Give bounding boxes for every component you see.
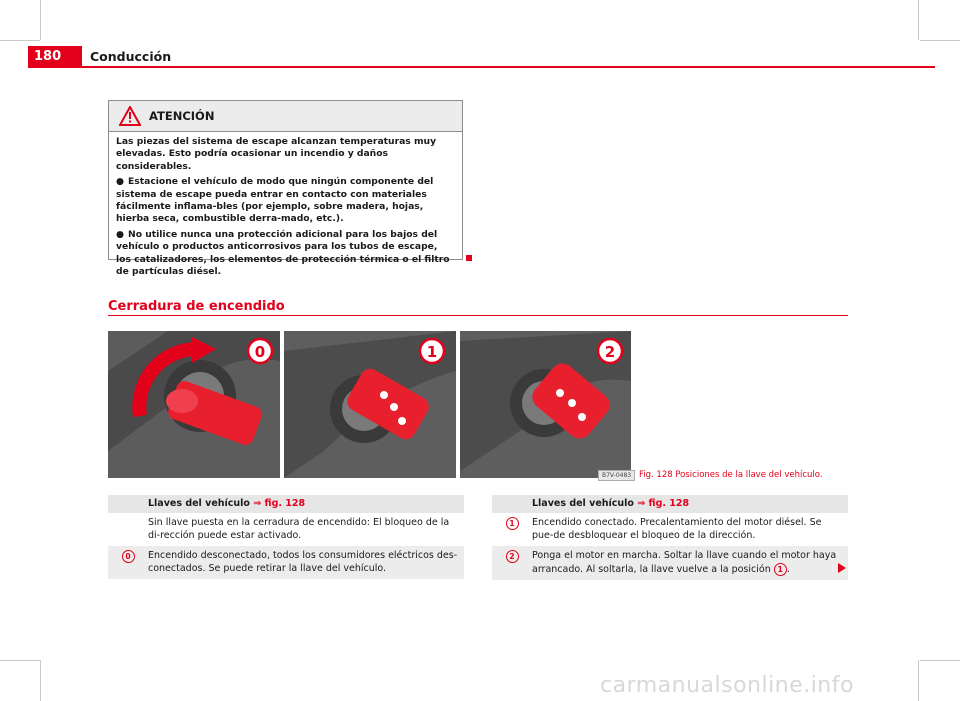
row-key <box>108 517 148 542</box>
section-rule <box>108 315 848 316</box>
table-header: Llaves del vehículo ⇒ fig. 128 <box>492 495 848 513</box>
section-title: Cerradura de encendido <box>108 299 285 314</box>
position-badge: 1 <box>506 517 519 530</box>
warning-bullet: ● No utilice nunca una protección adicional para los bajos del vehículo o productos anticorrosivos para los tubos de escape, los catalizadores, los elementos de protección térmica o el filtro de partículas diésel. <box>116 228 450 278</box>
bullet-icon: ● <box>116 228 125 240</box>
table-row <box>108 546 464 579</box>
figure-label-0 <box>248 339 272 363</box>
figure-caption: Fig. 128 Posiciones de la llave del vehículo. <box>639 470 823 480</box>
key-positions-table-left <box>108 495 464 579</box>
warning-intro: Las piezas del sistema de escape alcanzan temperaturas muy elevadas. Esto podría ocasionar un incendio y daños considerables. <box>116 136 437 172</box>
section-end-mark <box>466 255 472 261</box>
crop-mark <box>920 40 960 41</box>
row-text: Ponga el motor en marcha. Soltar la llave cuando el motor haya arrancado. Al soltarla, la llave vuelve a la posición 1 . <box>532 550 837 575</box>
position-badge: 2 <box>506 550 519 563</box>
table-row <box>492 546 848 580</box>
figure-label-2 <box>598 339 622 363</box>
figure-link[interactable]: ⇒ fig. 128 <box>637 497 690 509</box>
crop-mark <box>920 660 960 661</box>
warning-body <box>109 132 462 278</box>
svg-text:2: 2 <box>604 343 616 361</box>
warning-bullet: ● Estacione el vehículo de modo que ningún componente del sistema de escape pueda entrar en contacto con materiales fácilmente inflama-bles (por ejemplo, sobre madera, hojas, hierba seca, combustible derra-mado, etc.). <box>116 176 434 225</box>
table-row <box>108 513 464 546</box>
continue-arrow-icon <box>838 563 846 573</box>
warning-triangle-icon <box>119 106 141 126</box>
row-text: Encendido desconectado, todos los consumidores eléctricos des-conectados. Se puede retirar la llave del vehículo. <box>148 550 458 574</box>
row-key <box>108 550 148 575</box>
position-badge-inline: 1 <box>774 563 787 576</box>
figure-link[interactable]: ⇒ fig. 128 <box>253 497 306 509</box>
key-positions-table-right <box>492 495 848 580</box>
crop-mark <box>918 660 919 701</box>
crop-mark <box>918 0 919 40</box>
chapter-title: Conducción <box>90 49 172 64</box>
row-key <box>492 550 532 576</box>
table-header: Llaves del vehículo ⇒ fig. 128 <box>108 495 464 513</box>
row-text: Sin llave puesta en la cerradura de encendido: El bloqueo de la di-rección puede estar activado. <box>148 517 450 541</box>
warning-box <box>108 100 463 278</box>
row-text: Encendido conectado. Precalentamiento del motor diésel. Se pue-de desbloquear el bloqueo de la dirección. <box>532 517 822 541</box>
crop-mark <box>0 660 40 661</box>
figure-labels <box>108 331 631 478</box>
table-row <box>492 513 848 546</box>
figure-code: B7V-0483 <box>598 470 635 481</box>
figure-key-positions <box>108 331 631 478</box>
crop-mark <box>40 0 41 40</box>
warning-header <box>109 101 462 132</box>
position-badge: 0 <box>122 550 135 563</box>
row-key <box>492 517 532 542</box>
crop-mark <box>0 40 40 41</box>
svg-text:0: 0 <box>254 343 266 361</box>
crop-mark <box>40 660 41 701</box>
figure-label-1 <box>420 339 444 363</box>
svg-text:1: 1 <box>426 343 438 361</box>
warning-title: ATENCIÓN <box>149 109 215 123</box>
header-rule <box>28 66 935 68</box>
watermark: carmanualsonline.info <box>600 673 854 698</box>
page-number: 180 <box>28 46 82 68</box>
bullet-icon: ● <box>116 176 125 188</box>
